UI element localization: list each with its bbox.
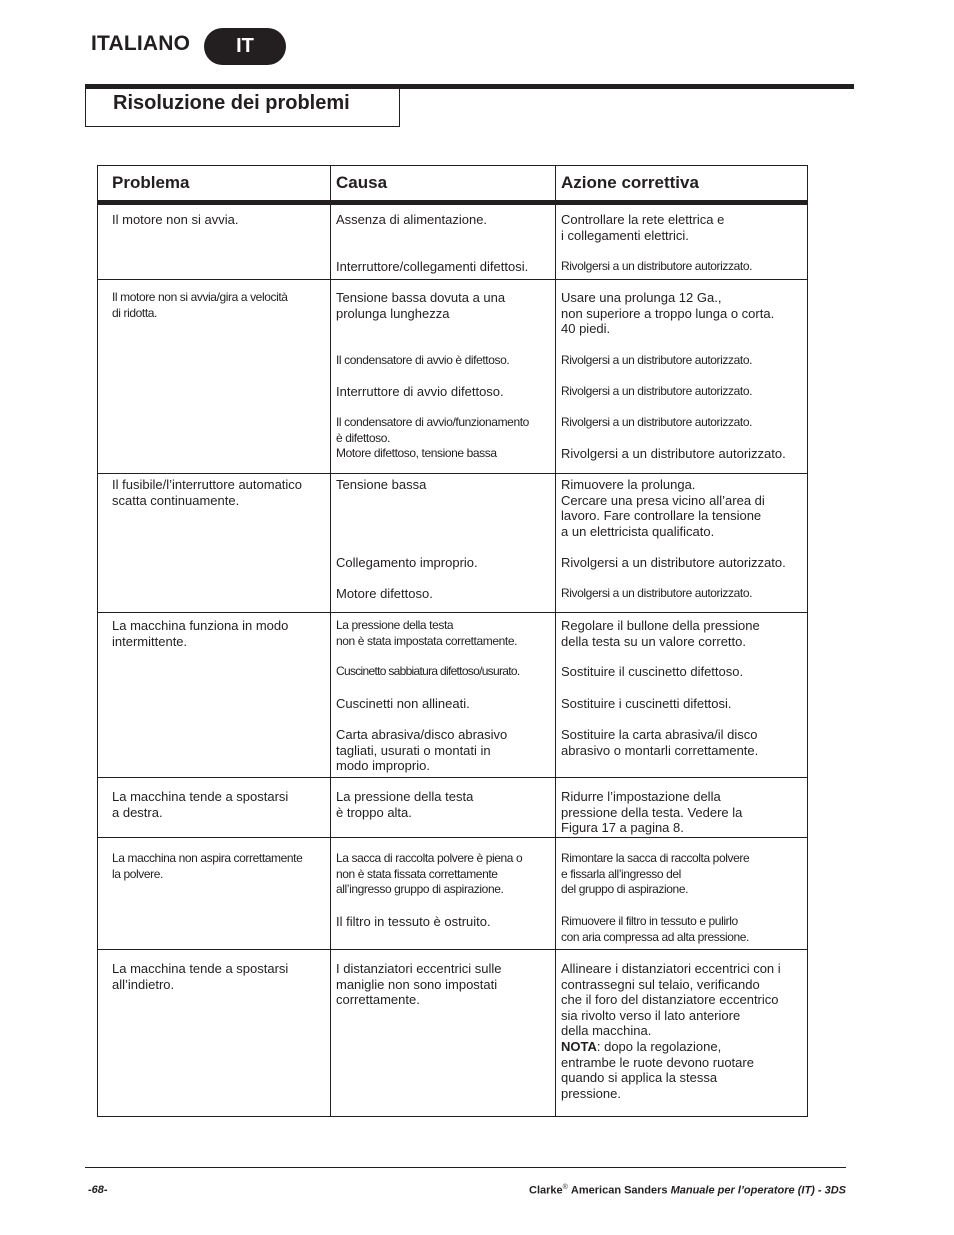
action-cell: Rimuovere il filtro in tessuto e pulirlo con aria compressa ad alta pressione.: [561, 914, 749, 944]
language-badge: IT: [204, 28, 286, 65]
action-cell: Allineare i distanziatori eccentrici con i contrassegni sul telaio, verificando che il foro del distanziatore eccentrico sia rivolto verso il lato anteriore della macchina.: [561, 961, 781, 1038]
cause-cell: Tensione bassa dovuta a una prolunga lunghezza: [336, 290, 506, 321]
cause-cell: Cuscinetto sabbiatura difettoso/usurato.: [336, 664, 520, 678]
note-label: NOTA: [561, 1039, 597, 1054]
row-divider: [98, 777, 807, 778]
row-divider: [98, 473, 807, 474]
row-divider: [98, 949, 807, 950]
cause-cell: Il condensatore di avvio è difettoso.: [336, 353, 510, 367]
action-cell: Rivolgersi a un distributore autorizzato.: [561, 446, 786, 461]
header-problem: Problema: [112, 173, 190, 192]
action-cell: Rimontare la sacca di raccolta polvere e fissarla all’ingresso del del gruppo di aspirazione.: [561, 851, 750, 896]
column-divider: [330, 166, 331, 1116]
problem-cell: Il fusibile/l’interruttore automatico scatta continuamente.: [112, 477, 303, 508]
problem-cell: La macchina non aspira correttamente la polvere.: [112, 851, 303, 881]
action-cell: Rivolgersi a un distributore autorizzato.: [561, 353, 753, 367]
troubleshooting-table: [97, 165, 808, 1117]
cause-cell: Assenza di alimentazione.: [336, 212, 488, 227]
action-cell: Rivolgersi a un distributore autorizzato.: [561, 259, 753, 273]
cause-cell: I distanziatori eccentrici sulle maniglie non sono impostati correttamente.: [336, 961, 502, 1007]
cause-cell: La pressione della testa è troppo alta.: [336, 789, 474, 820]
cause-cell: Motore difettoso.: [336, 586, 433, 601]
section-title-box: [85, 87, 400, 127]
footer-company: American Sanders: [570, 1184, 668, 1197]
cause-cell: Il condensatore di avvio/funzionamento è difettoso. Motore difettoso, tensione bassa: [336, 415, 529, 460]
cause-cell: La pressione della testa non è stata impostata correttamente.: [336, 618, 518, 648]
action-cell: Regolare il bullone della pressione della testa su un valore corretto.: [561, 618, 760, 649]
problem-cell: Il motore non si avvia/gira a velocità di ridotta.: [112, 290, 288, 320]
cause-cell: Il filtro in tessuto è ostruito.: [336, 914, 491, 929]
language-label: ITALIANO: [91, 32, 191, 55]
cause-cell: Interruttore di avvio difettoso.: [336, 384, 504, 399]
footer-manual: Manuale per l’operatore (IT) - 3DS: [670, 1184, 846, 1197]
section-title: Risoluzione dei problemi: [113, 92, 350, 114]
action-cell: Rivolgersi a un distributore autorizzato.: [561, 586, 753, 600]
action-cell: Sostituire i cuscinetti difettosi.: [561, 696, 732, 711]
registered-mark: ®: [562, 1184, 568, 1191]
action-cell: Sostituire il cuscinetto difettoso.: [561, 664, 744, 679]
note-text: : dopo la regolazione, entrambe le ruote devono ruotare quando si applica la stessa pressione.: [561, 1039, 754, 1101]
cause-cell: Carta abrasiva/disco abrasivo tagliati, usurati o montati in modo improprio.: [336, 727, 508, 773]
cause-cell: Cuscinetti non allineati.: [336, 696, 470, 711]
row-divider: [98, 279, 807, 280]
cause-cell: La sacca di raccolta polvere è piena o non è stata fissata correttamente all’ingresso gruppo di aspirazione.: [336, 851, 523, 896]
action-cell: Usare una prolunga 12 Ga., non superiore a troppo lunga o corta. 40 piedi.: [561, 290, 775, 336]
footer-info: [529, 1184, 846, 1197]
problem-cell: La macchina tende a spostarsi all’indietro.: [112, 961, 289, 992]
header-cause: Causa: [336, 173, 388, 192]
footer-rule: [85, 1167, 846, 1168]
row-divider: [98, 612, 807, 613]
action-cell: Controllare la rete elettrica e i collegamenti elettrici.: [561, 212, 725, 243]
page-number: -68-: [88, 1184, 108, 1196]
problem-cell: Il motore non si avvia.: [112, 212, 239, 227]
cause-cell: Collegamento improprio.: [336, 555, 478, 570]
action-cell: Ridurre l’impostazione della pressione della testa. Vedere la Figura 17 a pagina 8.: [561, 789, 743, 835]
action-cell: Rivolgersi a un distributore autorizzato.: [561, 384, 753, 398]
footer-brand: Clarke: [529, 1184, 563, 1197]
action-cell: Rivolgersi a un distributore autorizzato.: [561, 415, 753, 429]
column-divider: [555, 166, 556, 1116]
action-cell: Rimuovere la prolunga. Cercare una presa vicino all’area di lavoro. Fare controllare la tensione a un elettricista qualificato.: [561, 477, 765, 539]
header-rule: [98, 200, 807, 205]
header-action: Azione correttiva: [561, 173, 699, 192]
cause-cell: Tensione bassa: [336, 477, 427, 492]
problem-cell: La macchina funziona in modo intermittente.: [112, 618, 289, 649]
action-cell: Sostituire la carta abrasiva/il disco abrasivo o montarli correttamente.: [561, 727, 759, 758]
row-divider: [98, 837, 807, 838]
action-cell: Rivolgersi a un distributore autorizzato.: [561, 555, 786, 570]
problem-cell: La macchina tende a spostarsi a destra.: [112, 789, 289, 820]
note-cell: [561, 1039, 806, 1101]
cause-cell: Interruttore/collegamenti difettosi.: [336, 259, 529, 274]
